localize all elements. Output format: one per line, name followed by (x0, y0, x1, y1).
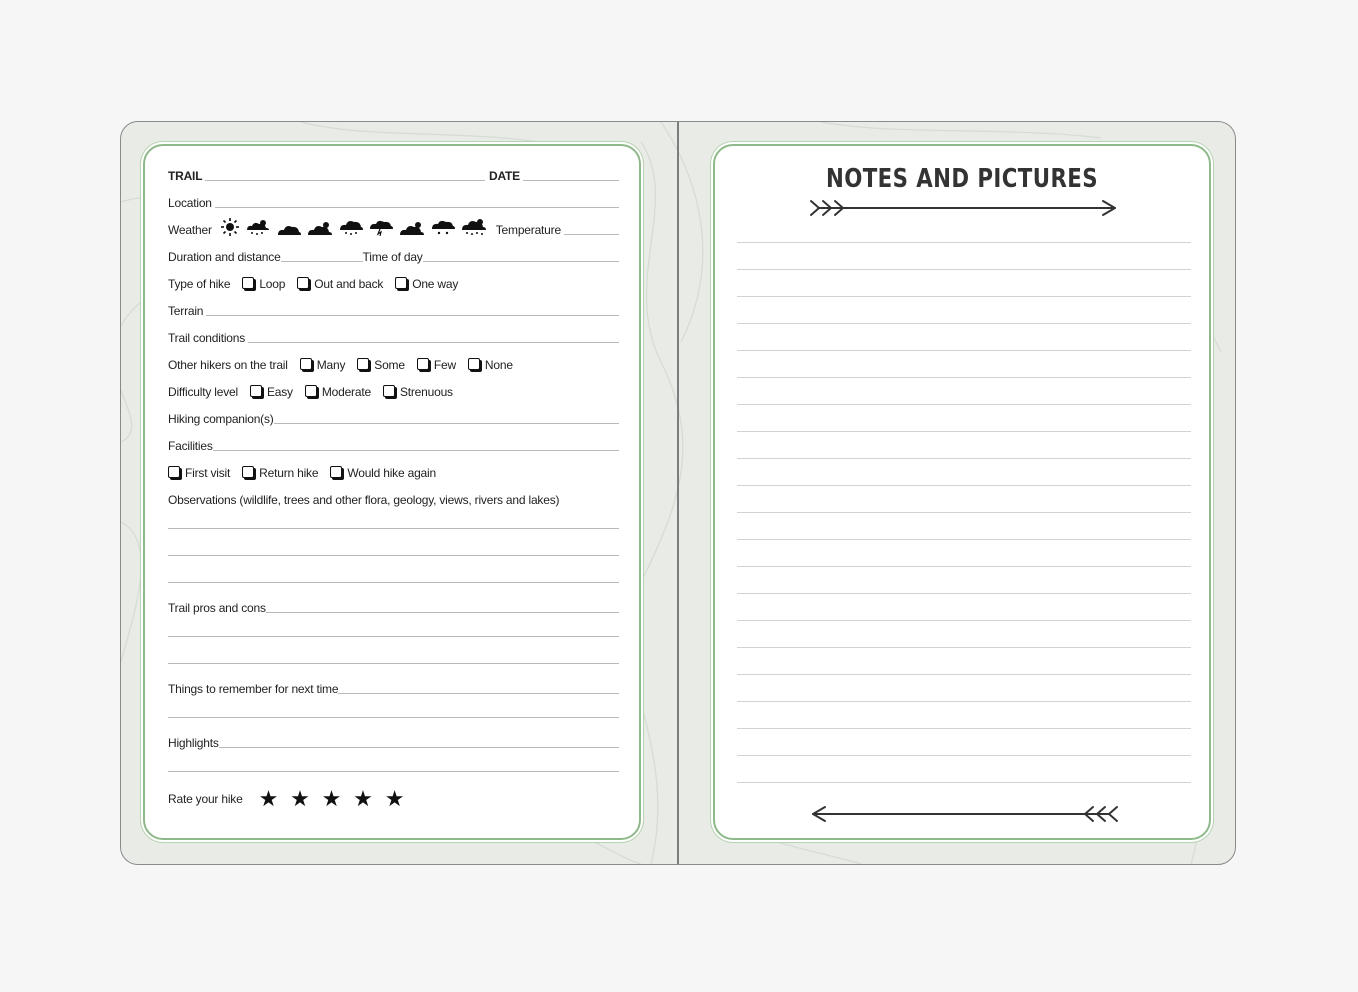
loop-checkbox[interactable] (242, 277, 254, 289)
remember-field[interactable] (338, 692, 619, 694)
weather-icons (218, 220, 490, 236)
weather-row (168, 220, 619, 238)
highlights-label: Highlights (168, 736, 219, 750)
weather-label: Weather (168, 223, 212, 237)
arrow-right-icon (809, 198, 1119, 218)
notes-line[interactable] (737, 512, 1191, 513)
date-label: DATE (489, 169, 520, 183)
notes-line[interactable] (737, 296, 1191, 297)
rating-star[interactable]: ★ (258, 786, 279, 811)
remember-label: Things to remember for next time (168, 682, 339, 696)
companions-field[interactable] (274, 422, 619, 424)
cloud-snow-icon[interactable] (431, 218, 455, 236)
pros-cons-line[interactable] (168, 663, 619, 664)
cloud-rain-icon[interactable] (339, 218, 363, 236)
moderate-checkbox[interactable] (305, 385, 317, 397)
cloud-sun-icon[interactable] (307, 220, 333, 236)
notes-line[interactable] (737, 728, 1191, 729)
notes-line[interactable] (737, 323, 1191, 324)
difficulty-row (168, 382, 619, 400)
observations-line[interactable] (168, 582, 619, 583)
hike-type-row (168, 274, 619, 292)
notes-line[interactable] (737, 539, 1191, 540)
rate-label: Rate your hike (168, 792, 243, 806)
some-checkbox[interactable] (357, 358, 369, 370)
temperature-label: Temperature (495, 223, 561, 237)
observations-line[interactable] (168, 555, 619, 556)
few-label: Few (433, 358, 456, 372)
terrain-field[interactable] (206, 314, 619, 316)
highlights-row (168, 733, 619, 751)
pros-cons-row (168, 598, 619, 616)
rating-star[interactable]: ★ (384, 786, 405, 811)
many-label: Many (316, 358, 346, 372)
few-checkbox[interactable] (417, 358, 429, 370)
trail-label: TRAIL (168, 169, 203, 183)
strenuous-label: Strenuous (399, 385, 453, 399)
trail-row (168, 166, 619, 184)
return-hike-label: Return hike (259, 466, 319, 480)
facilities-row (168, 436, 619, 454)
many-checkbox[interactable] (300, 358, 312, 370)
trail-conditions-label: Trail conditions (168, 331, 246, 345)
one-way-label: One way (412, 277, 459, 291)
book-spine (677, 122, 679, 864)
easy-label: Easy (266, 385, 293, 399)
moderate-label: Moderate (321, 385, 371, 399)
notes-title: NOTES AND PICTURES (825, 164, 1099, 194)
none-checkbox[interactable] (468, 358, 480, 370)
duration-field[interactable] (281, 260, 363, 262)
rating-star[interactable]: ★ (321, 786, 342, 811)
other-hikers-label: Other hikers on the trail (168, 358, 288, 372)
loop-label: Loop (259, 277, 286, 291)
notes-line[interactable] (737, 566, 1191, 567)
one-way-checkbox[interactable] (395, 277, 407, 289)
open-journal (120, 121, 1236, 865)
facilities-label: Facilities (168, 439, 213, 453)
location-label: Location (168, 196, 212, 210)
trail-field[interactable] (205, 179, 485, 181)
notes-line[interactable] (737, 620, 1191, 621)
facilities-field[interactable] (213, 449, 619, 451)
trail-log-page (143, 144, 641, 840)
arrow-left-icon (809, 804, 1119, 824)
difficulty-label: Difficulty level (168, 385, 238, 399)
first-visit-label: First visit (185, 466, 231, 480)
observations-line[interactable] (168, 528, 619, 529)
observations-row (168, 490, 619, 508)
notes-line[interactable] (737, 350, 1191, 351)
other-hikers-row (168, 355, 619, 373)
observations-label: Observations (wildlife, trees and other flora, geology, views, rivers and lakes) (168, 493, 560, 507)
would-hike-again-checkbox[interactable] (330, 466, 342, 478)
location-row (168, 193, 619, 211)
time-of-day-label: Time of day (362, 250, 423, 264)
notes-line[interactable] (737, 782, 1191, 783)
first-visit-checkbox[interactable] (168, 466, 180, 478)
rating-star[interactable]: ★ (353, 786, 373, 811)
return-hike-checkbox[interactable] (242, 466, 254, 478)
notes-line[interactable] (737, 485, 1191, 486)
pros-cons-line[interactable] (168, 636, 619, 637)
notes-line[interactable] (737, 431, 1191, 432)
cloud-lightning-icon[interactable] (369, 218, 393, 236)
location-field[interactable] (215, 206, 619, 208)
rating-star[interactable]: ★ (290, 786, 310, 811)
terrain-label: Terrain (168, 304, 204, 318)
some-label: Some (374, 358, 405, 372)
date-field[interactable] (523, 179, 619, 181)
remember-row (168, 679, 619, 697)
none-label: None (484, 358, 513, 372)
notes-line[interactable] (737, 755, 1191, 756)
trail-conditions-row (168, 328, 619, 346)
notes-line[interactable] (737, 269, 1191, 270)
time-of-day-field[interactable] (423, 260, 619, 262)
notes-line[interactable] (737, 674, 1191, 675)
cloud-sun-icon[interactable] (399, 220, 425, 236)
rating-row (168, 785, 619, 809)
easy-checkbox[interactable] (250, 385, 262, 397)
notes-line[interactable] (737, 593, 1191, 594)
hike-type-label: Type of hike (168, 277, 231, 291)
pros-cons-field[interactable] (266, 611, 619, 613)
out-and-back-label: Out and back (314, 277, 384, 291)
notes-line[interactable] (737, 242, 1191, 243)
notes-line[interactable] (737, 404, 1191, 405)
companions-row (168, 409, 619, 427)
notes-line[interactable] (737, 377, 1191, 378)
highlights-field[interactable] (219, 746, 619, 748)
notes-line[interactable] (737, 647, 1191, 648)
visit-row (168, 463, 619, 481)
highlights-line[interactable] (168, 771, 619, 772)
trail-conditions-field[interactable] (248, 341, 619, 343)
strenuous-checkbox[interactable] (383, 385, 395, 397)
would-hike-again-label: Would hike again (347, 466, 436, 480)
notes-page (713, 144, 1211, 840)
cloud-icon[interactable] (277, 222, 301, 236)
pros-cons-label: Trail pros and cons (168, 601, 266, 615)
remember-line[interactable] (168, 717, 619, 718)
cloud-sun-rain-icon[interactable] (245, 218, 271, 236)
notes-line[interactable] (737, 458, 1191, 459)
companions-label: Hiking companion(s) (168, 412, 274, 426)
terrain-row (168, 301, 619, 319)
temperature-field[interactable] (564, 233, 619, 235)
cloud-sun-snow-icon[interactable] (461, 218, 487, 236)
notes-line[interactable] (737, 701, 1191, 702)
sun-icon[interactable] (221, 218, 239, 236)
duration-label: Duration and distance (168, 250, 281, 264)
out-and-back-checkbox[interactable] (297, 277, 309, 289)
duration-row (168, 247, 619, 265)
